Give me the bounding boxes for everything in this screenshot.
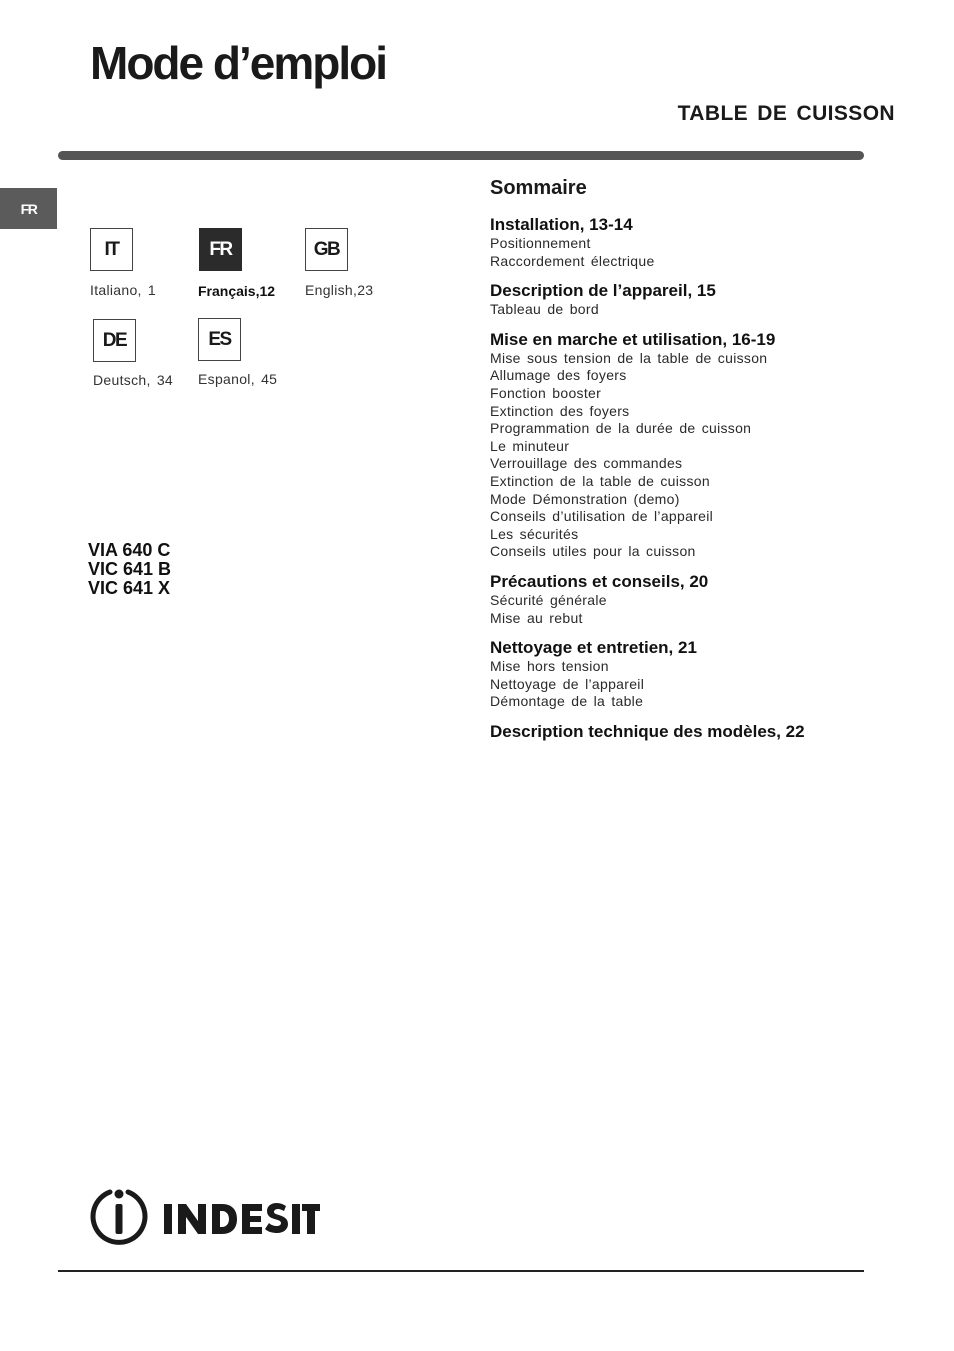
bottom-divider xyxy=(58,1270,864,1272)
toc-item[interactable]: Le minuteur xyxy=(490,437,570,454)
toc-item[interactable]: Démontage de la table xyxy=(490,693,644,710)
toc-item[interactable]: Les sécurités xyxy=(490,525,579,542)
toc-section-title[interactable]: Mise en marche et utilisation, 16-19 xyxy=(490,329,776,349)
toc-heading: Sommaire xyxy=(490,177,587,199)
indesit-logo xyxy=(88,1184,320,1250)
toc-item[interactable]: Fonction booster xyxy=(490,384,602,401)
toc-section-description xyxy=(490,281,910,319)
toc-section-title[interactable]: Description de l’appareil, 15 xyxy=(490,281,716,301)
language-box-de[interactable]: DE xyxy=(93,319,136,362)
language-label-es: Espanol, 45 xyxy=(198,371,278,387)
toc-item[interactable]: Sécurité générale xyxy=(490,591,607,608)
toc-item[interactable]: Allumage des foyers xyxy=(490,367,627,384)
toc-item[interactable]: Programmation de la durée de cuisson xyxy=(490,420,752,437)
toc-item[interactable]: Extinction des foyers xyxy=(490,402,630,419)
language-label-de: Deutsch, 34 xyxy=(93,372,174,388)
toc-section-usage xyxy=(490,330,910,561)
language-label-it: Italiano, 1 xyxy=(90,282,157,298)
model-name: VIA 640 C xyxy=(88,540,171,560)
toc-item[interactable]: Conseils utiles pour la cuisson xyxy=(490,543,696,560)
toc-item[interactable]: Tableau de bord xyxy=(490,301,599,318)
table-of-contents xyxy=(490,177,910,753)
toc-item[interactable]: Mise au rebut xyxy=(490,609,583,626)
toc-section-technical xyxy=(490,722,910,742)
toc-section-title[interactable]: Nettoyage et entretien, 21 xyxy=(490,638,697,658)
toc-item[interactable]: Conseils d’utilisation de l’appareil xyxy=(490,508,714,525)
toc-item[interactable]: Mode Démonstration (demo) xyxy=(490,490,680,507)
toc-item[interactable]: Raccordement électrique xyxy=(490,252,655,269)
toc-section-title[interactable]: Description technique des modèles, 22 xyxy=(490,721,805,741)
toc-item[interactable]: Verrouillage des commandes xyxy=(490,455,683,472)
model-name: VIC 641 X xyxy=(88,578,171,598)
toc-section-precautions xyxy=(490,572,910,627)
product-type-subtitle: TABLE DE CUISSON xyxy=(677,102,895,125)
toc-item[interactable]: Mise sous tension de la table de cuisson xyxy=(490,349,768,366)
toc-section-title[interactable]: Précautions et conseils, 20 xyxy=(490,571,709,591)
language-label-gb: English,23 xyxy=(305,282,374,298)
model-name: VIC 641 B xyxy=(88,559,172,579)
toc-item[interactable]: Mise hors tension xyxy=(490,658,609,675)
language-box-it[interactable]: IT xyxy=(90,228,133,271)
toc-section-title[interactable]: Installation, 13-14 xyxy=(490,215,633,234)
toc-section-cleaning xyxy=(490,638,910,711)
toc-item[interactable]: Extinction de la table de cuisson xyxy=(490,472,710,489)
toc-section-installation xyxy=(490,215,910,270)
toc-item[interactable]: Positionnement xyxy=(490,235,591,251)
language-box-fr[interactable]: FR xyxy=(199,228,242,271)
top-divider xyxy=(58,151,864,160)
page-title: Mode d’emploi xyxy=(90,37,386,89)
model-list xyxy=(88,541,171,598)
language-box-gb[interactable]: GB xyxy=(305,228,348,271)
toc-item[interactable]: Nettoyage de l’appareil xyxy=(490,675,645,692)
language-label-fr: Français,12 xyxy=(198,283,276,299)
language-side-tab: FR xyxy=(0,188,57,229)
language-box-es[interactable]: ES xyxy=(198,318,241,361)
